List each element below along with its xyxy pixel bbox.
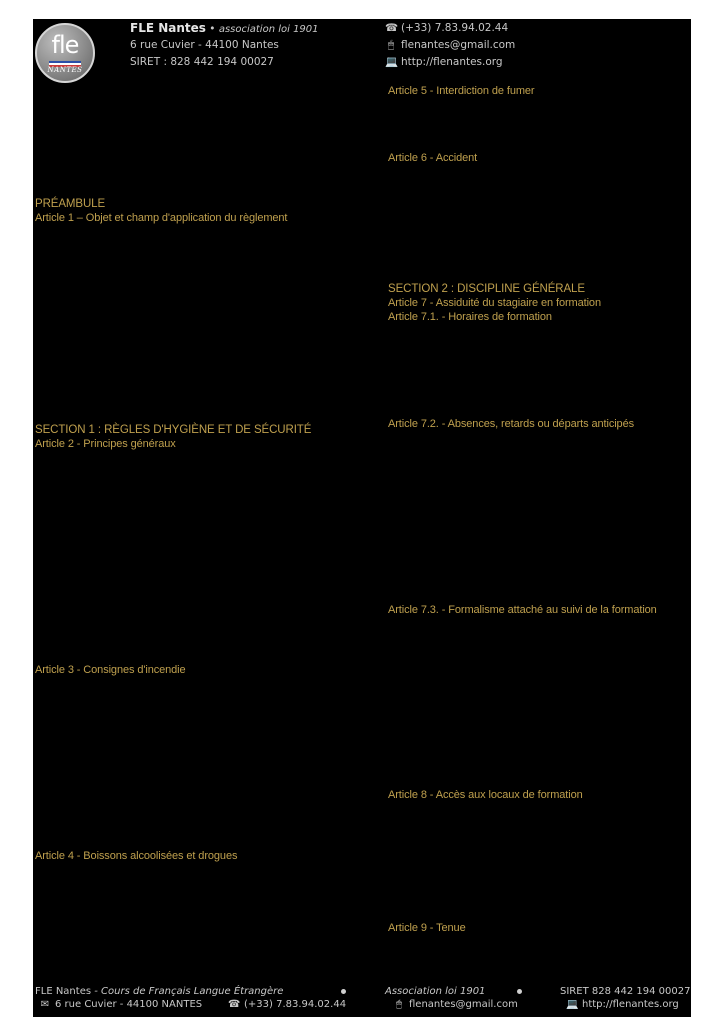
heading-article-6: Article 6 - Accident: [388, 152, 478, 164]
org-name: FLE Nantes: [130, 21, 206, 35]
heading-article-9: Article 9 - Tenue: [388, 922, 466, 934]
footer-address: 6 rue Cuvier - 44100 NANTES: [55, 999, 203, 1010]
header-email[interactable]: flenantes@gmail.com: [401, 39, 516, 51]
org-type: association loi 1901: [218, 24, 319, 35]
laptop-icon: 💻: [566, 999, 579, 1010]
footer-separator-dot: [341, 989, 346, 994]
header-website-row: [385, 54, 503, 70]
footer-siret: SIRET 828 442 194 00027: [560, 986, 691, 997]
phone-icon: ☎: [385, 22, 399, 34]
footer-website-row: [566, 998, 679, 1011]
heading-article-3: Article 3 - Consignes d'incendie: [35, 664, 186, 676]
heading-article-1: Article 1 – Objet et champ d'application du règlement: [35, 212, 288, 224]
fle-nantes-logo: [35, 23, 95, 83]
footer-email[interactable]: flenantes@gmail.com: [409, 999, 518, 1010]
mouse-icon: 🖱: [387, 39, 395, 51]
header-siret: SIRET : 828 442 194 00027: [130, 56, 274, 68]
header-phone: (+33) 7.83.94.02.44: [401, 22, 509, 34]
heading-article-4: Article 4 - Boissons alcoolisées et drogues: [35, 850, 238, 862]
heading-article-7-1: Article 7.1. - Horaires de formation: [388, 311, 552, 323]
footer-phone: (+33) 7.83.94.02.44: [244, 999, 347, 1010]
footer-association: [385, 985, 485, 998]
heading-section-2: SECTION 2 : DISCIPLINE GÉNÉRALE: [388, 283, 585, 295]
footer-name-line: [35, 985, 283, 998]
heading-article-7: Article 7 - Assiduité du stagiaire en formation: [388, 297, 601, 309]
heading-article-8: Article 8 - Accès aux locaux de formation: [388, 789, 583, 801]
footer-separator-dot: [517, 989, 522, 994]
heading-article-5: Article 5 - Interdiction de fumer: [388, 85, 535, 97]
heading-section-1: SECTION 1 : RÈGLES D'HYGIÈNE ET DE SÉCURITÉ: [35, 424, 312, 436]
footer-website[interactable]: http://flenantes.org: [582, 999, 679, 1010]
logo-subtext: NANTES: [47, 66, 83, 74]
laptop-icon: 💻: [385, 56, 399, 68]
heading-article-7-3: Article 7.3. - Formalisme attaché au suivi de la formation: [388, 604, 657, 616]
heading-article-2: Article 2 - Principes généraux: [35, 438, 176, 450]
heading-preambule: PRÉAMBULE: [35, 198, 106, 210]
footer-tagline: - Cours de Français Langue Étrangère: [94, 986, 284, 997]
footer-name: FLE Nantes: [35, 986, 92, 997]
header-org-line: [130, 20, 319, 38]
document-page: [33, 19, 691, 1017]
footer-phone-row: [228, 998, 346, 1011]
org-bullet: •: [209, 23, 216, 35]
header-address: 6 rue Cuvier - 44100 Nantes: [130, 39, 279, 51]
header-phone-row: [385, 20, 508, 36]
footer-email-row: [393, 998, 518, 1011]
logo-text: fle: [51, 31, 79, 59]
heading-article-7-2: Article 7.2. - Absences, retards ou départs anticipés: [388, 418, 634, 430]
footer-association-text: Association loi 1901: [385, 986, 486, 997]
header-website[interactable]: http://flenantes.org: [401, 56, 503, 68]
mouse-icon: 🖱: [396, 999, 402, 1010]
envelope-icon: ✉: [40, 999, 50, 1010]
phone-icon: ☎: [228, 999, 241, 1010]
footer-address-row: [39, 998, 202, 1011]
header-email-row: [385, 37, 515, 53]
